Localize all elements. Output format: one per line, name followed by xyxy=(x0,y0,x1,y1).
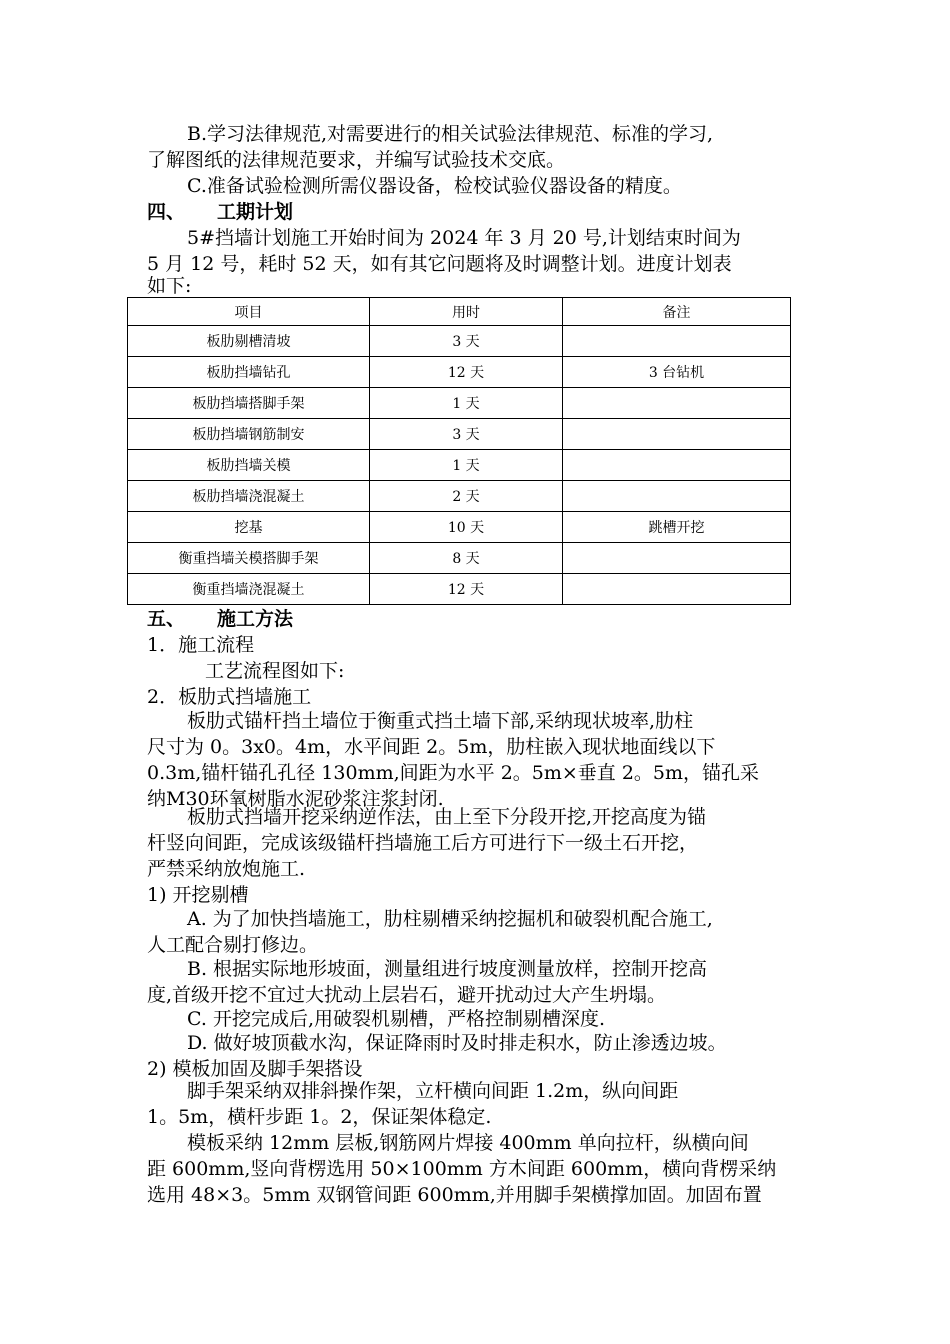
table-row xyxy=(128,450,791,481)
table-cell: 挖基 xyxy=(128,512,370,543)
subsection-heading: 1．施工流程 xyxy=(147,634,255,656)
section-title: 施工方法 xyxy=(217,608,294,630)
schedule-table xyxy=(127,297,791,605)
table-cell: 衡重挡墙关模搭脚手架 xyxy=(128,543,370,574)
table-cell: 1 天 xyxy=(370,450,563,481)
text-line: B. 根据实际地形坡面，测量组进行坡度测量放样，控制开挖高 xyxy=(187,958,708,980)
text-line: 尺寸为 0。3x0。4m，水平间距 2。5m，肋柱嵌入现状地面线以下 xyxy=(147,736,716,758)
section-title: 工期计划 xyxy=(217,201,294,223)
table-cell: 8 天 xyxy=(370,543,563,574)
table-row xyxy=(128,419,791,450)
table-cell: 2 天 xyxy=(370,481,563,512)
text-line: 模板采纳 12mm 层板,钢筋网片焊接 400mm 单向拉杆，纵横向间 xyxy=(187,1132,749,1154)
table-header-row xyxy=(128,298,791,326)
table-row xyxy=(128,543,791,574)
table-cell xyxy=(563,450,791,481)
text-line: 杆竖向间距，完成该级锚杆挡墙施工后方可进行下一级土石开挖， xyxy=(147,832,699,854)
table-cell: 板肋挡墙钢筋制安 xyxy=(128,419,370,450)
text-line: 1。5m，横杆步距 1。2，保证架体稳定. xyxy=(147,1106,492,1128)
table-cell: 1 天 xyxy=(370,388,563,419)
table-row xyxy=(128,388,791,419)
table-cell: 12 天 xyxy=(370,574,563,605)
table-cell: 12 天 xyxy=(370,357,563,388)
table-row xyxy=(128,357,791,388)
section-number: 四、 xyxy=(147,201,186,223)
table-cell xyxy=(563,326,791,357)
table-cell: 3 天 xyxy=(370,419,563,450)
text-line: 板肋式锚杆挡土墙位于衡重式挡土墙下部,采纳现状坡率,肋柱 xyxy=(187,710,694,732)
table-cell xyxy=(563,481,791,512)
table-cell: 板肋挡墙钻孔 xyxy=(128,357,370,388)
text-line: 工艺流程图如下: xyxy=(205,660,345,682)
text-line: 人工配合剔打修边。 xyxy=(147,934,319,956)
section-heading-5 xyxy=(147,606,293,632)
text-line: C.准备试验检测所需仪器设备，检校试验仪器设备的精度。 xyxy=(187,175,682,197)
text-line: 0.3m,锚杆锚孔孔径 130mm,间距为水平 2。5m×垂直 2。5m，锚孔采 xyxy=(147,762,760,784)
table-header-cell: 项目 xyxy=(128,298,370,326)
table-row xyxy=(128,512,791,543)
table-cell xyxy=(563,574,791,605)
section-heading-4 xyxy=(147,199,293,225)
section-number: 五、 xyxy=(147,608,186,630)
table-cell xyxy=(563,543,791,574)
text-line: 选用 48×3。5mm 双钢管间距 600mm,并用脚手架横撑加固。加固布置 xyxy=(147,1184,762,1206)
table-row xyxy=(128,574,791,605)
text-line: 板肋式挡墙开挖采纳逆作法，由上至下分段开挖,开挖高度为锚 xyxy=(187,806,707,828)
text-line: A. 为了加快挡墙施工，肋柱剔槽采纳挖掘机和破裂机配合施工, xyxy=(187,908,713,930)
table-cell: 3 天 xyxy=(370,326,563,357)
text-line: 5#挡墙计划施工开始时间为 2024 年 3 月 20 号,计划结束时间为 xyxy=(187,227,741,249)
table-cell: 板肋挡墙搭脚手架 xyxy=(128,388,370,419)
text-line: 5 月 12 号，耗时 52 天，如有其它问题将及时调整计划。进度计划表 xyxy=(147,253,732,275)
text-line: 如下: xyxy=(147,275,192,297)
table-row xyxy=(128,481,791,512)
table-cell: 10 天 xyxy=(370,512,563,543)
text-line: D. 做好坡顶截水沟，保证降雨时及时排走积水，防止渗透边坡。 xyxy=(187,1032,727,1054)
text-line: 严禁采纳放炮施工. xyxy=(147,858,306,880)
subsection-heading: 1) 开挖剔槽 xyxy=(147,884,249,906)
table-cell: 板肋挡墙关模 xyxy=(128,450,370,481)
table-row xyxy=(128,326,791,357)
table-cell xyxy=(563,419,791,450)
subsection-heading: 2) 模板加固及脚手架搭设 xyxy=(147,1058,363,1080)
table-cell: 板肋挡墙浇混凝土 xyxy=(128,481,370,512)
table-cell: 3 台钻机 xyxy=(563,357,791,388)
table-cell: 板肋剔槽清坡 xyxy=(128,326,370,357)
text-line: B.学习法律规范,对需要进行的相关试验法律规范、标准的学习, xyxy=(187,123,714,145)
text-line: 纳M30环氧树脂水泥砂浆注浆封闭. xyxy=(147,788,444,810)
text-line: C. 开挖完成后,用破裂机剔槽，严格控制剔槽深度. xyxy=(187,1008,606,1030)
subsection-heading: 2．板肋式挡墙施工 xyxy=(147,686,312,708)
table-cell: 衡重挡墙浇混凝土 xyxy=(128,574,370,605)
table-cell xyxy=(563,388,791,419)
text-line: 距 600mm,竖向背楞选用 50×100mm 方木间距 600mm，横向背楞采纳 xyxy=(147,1158,777,1180)
text-line: 度,首级开挖不宜过大扰动上层岩石，避开扰动过大产生坍塌。 xyxy=(147,984,667,1006)
text-line: 脚手架采纳双排斜操作架，立杆横向间距 1.2m，纵向间距 xyxy=(187,1080,679,1102)
table-cell: 跳槽开挖 xyxy=(563,512,791,543)
text-line: 了解图纸的法律规范要求，并编写试验技术交底。 xyxy=(147,149,566,171)
table-header-cell: 用时 xyxy=(370,298,563,326)
table-header-cell: 备注 xyxy=(563,298,791,326)
